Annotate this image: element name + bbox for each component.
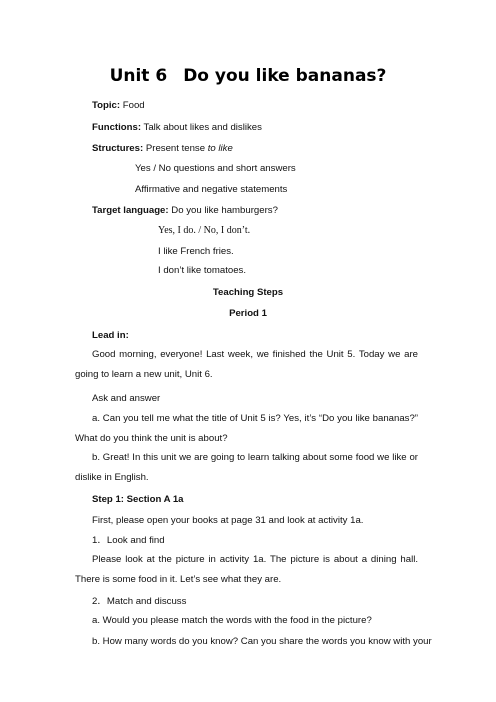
lead-in-question-b: b. Great! In this unit we are going to learn talking about some food we like or dislike in English. <box>75 452 418 483</box>
target-language-example: I like French fries. <box>158 246 234 257</box>
page-title <box>0 66 496 86</box>
topic-value: Food <box>122 100 145 111</box>
structures-line <box>92 142 233 155</box>
structures-value: Present tense <box>145 143 206 154</box>
lead-in-question-a: a. Can you tell me what the title of Unit 5 is? Yes, it’s “Do you like bananas?” What do you think the unit is about? <box>75 413 418 444</box>
functions-value: Talk about likes and dislikes <box>143 122 262 133</box>
structures-label: Structures: <box>92 143 144 154</box>
lead-in-label: Lead in: <box>92 330 129 341</box>
teaching-steps-heading: Teaching Steps <box>212 287 284 298</box>
topic-line <box>92 99 145 112</box>
ask-answer-line: Ask and answer <box>92 393 161 404</box>
functions-label: Functions: <box>92 122 142 133</box>
functions-line <box>92 121 262 134</box>
step1-intro: First, please open your books at page 31 and look at activity 1a. <box>92 515 364 526</box>
lead-in-paragraph: Good morning, everyone! Last week, we finished the Unit 5. Today we are going to learn a new unit, Unit 6. <box>75 349 418 380</box>
step1-item2-a: a. Would you please match the words with the food in the picture? <box>92 615 372 626</box>
step1-label: Step 1: Section A 1a <box>92 494 184 505</box>
structures-item: Yes / No questions and short answers <box>135 163 296 174</box>
topic-label: Topic: <box>92 100 121 111</box>
target-language-example: I don’t like tomatoes. <box>158 265 246 276</box>
step1-heading <box>92 493 184 506</box>
step1-item1-text: Please look at the picture in activity 1a. The picture is about a dining hall. There is some food in it. Let’s see what they are. <box>75 554 418 585</box>
step1-item2: 2．Match and discuss <box>92 596 187 607</box>
lead-in-heading <box>92 329 129 342</box>
structures-item: Affirmative and negative statements <box>135 184 288 195</box>
step1-item2-b: b. How many words do you know? Can you share the words you know with your <box>92 636 432 647</box>
target-language-label: Target language: <box>92 205 169 216</box>
target-language-value: Do you like hamburgers? <box>171 205 278 216</box>
title-question: Do you like bananas? <box>183 66 387 86</box>
period-heading: Period 1 <box>229 308 267 319</box>
structures-italic: to like <box>207 143 233 154</box>
target-language-line <box>92 204 278 217</box>
target-language-example: Yes, I do. / No, I don’t. <box>158 225 251 236</box>
title-unit: Unit 6 <box>109 66 168 86</box>
step1-item1: 1．Look and find <box>92 535 165 546</box>
